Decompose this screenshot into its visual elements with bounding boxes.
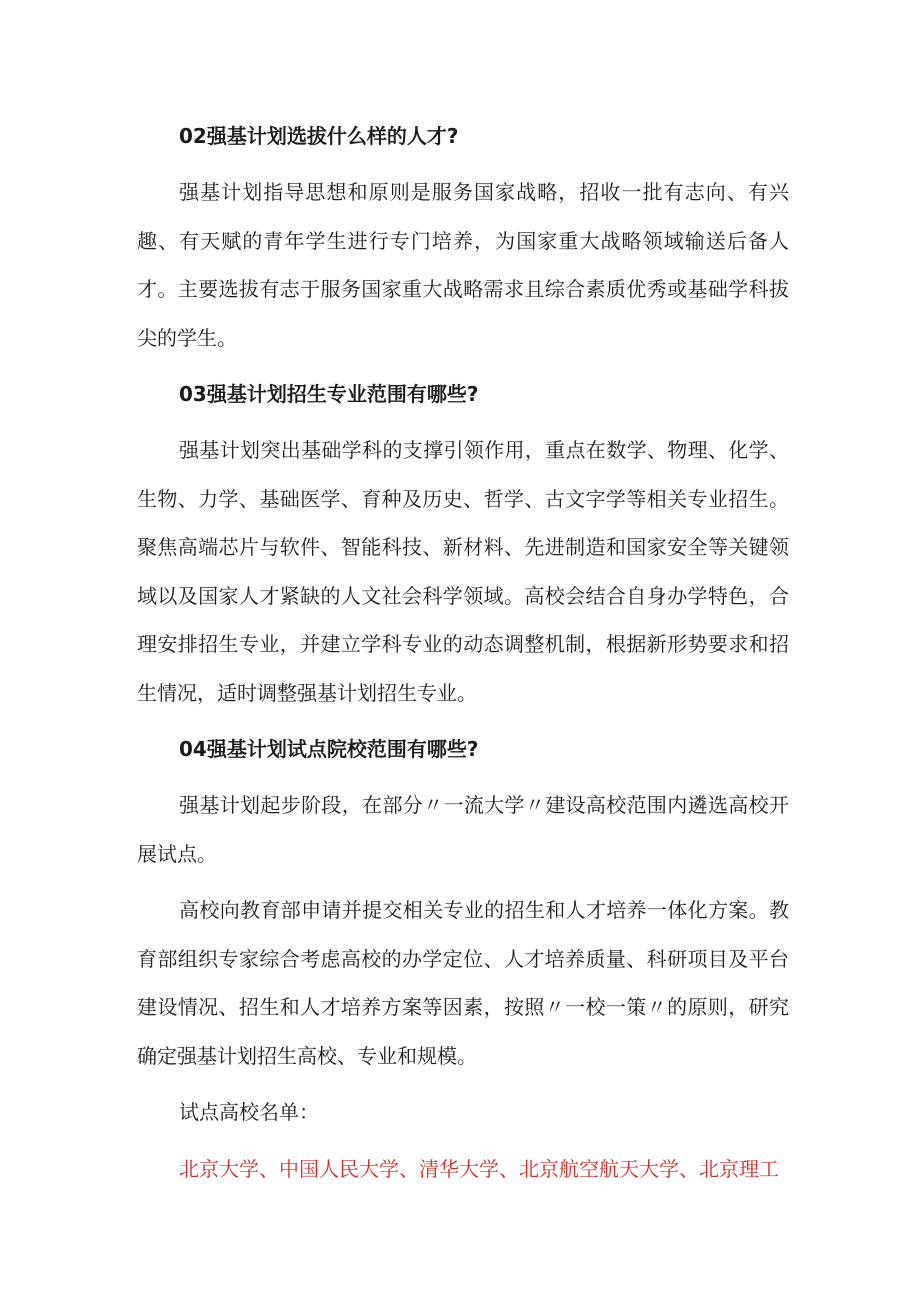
section-heading-04: 04强基计划试点院校范围有哪些? bbox=[179, 737, 479, 761]
section-paragraph: 强基计划指导思想和原则是服务国家战略，招收一批有志向、有兴趣、有天赋的青年学生进行专门培养，为国家重大战略领域输送后备人才。主要选拔有志于服务国家重大战略需求且综合素质优秀或基础学科拔尖的学生。 bbox=[137, 180, 789, 350]
document-body bbox=[137, 112, 789, 1193]
section-paragraph: 强基计划起步阶段，在部分〃一流大学〃建设高校范围内遴选高校开展试点。 bbox=[137, 793, 789, 866]
section-heading-03: 03强基计划招生专业范围有哪些? bbox=[179, 382, 479, 406]
pilot-university-list: 北京大学、中国人民大学、清华大学、北京航空航天大学、北京理工 bbox=[179, 1156, 779, 1181]
section-paragraph: 高校向教育部申请并提交相关专业的招生和人才培养一体化方案。教育部组织专家综合考虑高校的办学定位、人才培养质量、科研项目及平台建设情况、招生和人才培养方案等因素，按照〃一校一策〃的原则，研究确定强基计划招生高校、专业和规模。 bbox=[137, 898, 789, 1068]
section-heading-02: 02强基计划选拔什么样的人才? bbox=[179, 124, 459, 148]
section-paragraph: 强基计划突出基础学科的支撑引领作用，重点在数学、物理、化学、生物、力学、基础医学、育种及历史、哲学、古文字学等相关专业招生。聚焦高端芯片与软件、智能科技、新材料、先进制造和国家安全等关键领域以及国家人才紧缺的人文社会科学领域。高校会结合自身办学特色，合理安排招生专业，并建立学科专业的动态调整机制，根据新形势要求和招生情况，适时调整强基计划招生专业。 bbox=[137, 438, 789, 705]
pilot-list-label: 试点高校名单： bbox=[179, 1100, 319, 1124]
